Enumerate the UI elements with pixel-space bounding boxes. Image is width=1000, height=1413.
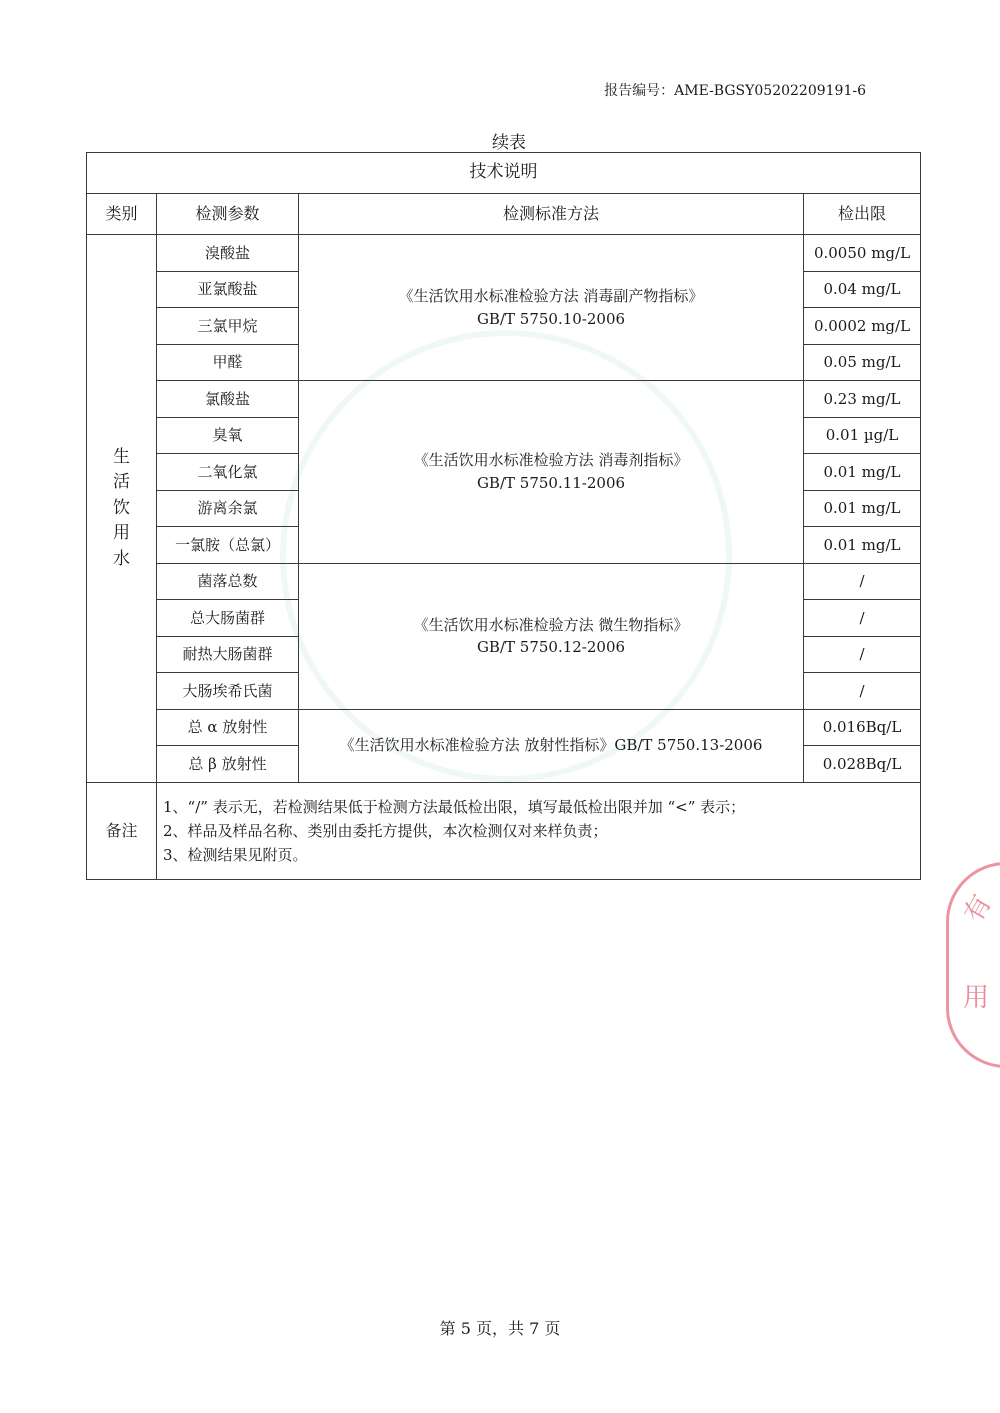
limit-cell: / <box>804 636 921 673</box>
table-row <box>87 563 921 600</box>
limit-cell: / <box>804 600 921 637</box>
limit-cell: 0.04 mg/L <box>804 271 921 308</box>
parameter-cell: 游离余氯 <box>157 490 299 527</box>
parameter-cell: 总大肠菌群 <box>157 600 299 637</box>
remarks-label: 备注 <box>87 782 157 879</box>
limit-cell: 0.01 mg/L <box>804 490 921 527</box>
limit-cell: / <box>804 563 921 600</box>
limit-cell: / <box>804 673 921 710</box>
report-number: 报告编号：AME-BGSY05202209191-6 <box>604 83 866 99</box>
limit-cell: 0.0002 mg/L <box>804 308 921 345</box>
table-title: 技术说明 <box>87 153 921 194</box>
limit-cell: 0.0050 mg/L <box>804 235 921 272</box>
stamp-glyph: 用 <box>963 983 990 1013</box>
limit-cell: 0.01 mg/L <box>804 527 921 564</box>
limit-cell: 0.01 mg/L <box>804 454 921 491</box>
page-number: 第 5 页，共 7 页 <box>439 1319 561 1338</box>
method-cell: 《生活饮用水标准检验方法 消毒剂指标》 GB/T 5750.11-2006 <box>299 381 804 564</box>
limit-cell: 0.028Bq/L <box>804 746 921 783</box>
column-header-parameter: 检测参数 <box>157 194 299 235</box>
table-row <box>87 709 921 746</box>
parameter-cell: 二氧化氯 <box>157 454 299 491</box>
table-title-row <box>87 153 921 194</box>
method-cell: 《生活饮用水标准检验方法 放射性指标》GB/T 5750.13-2006 <box>299 709 804 782</box>
limit-cell: 0.23 mg/L <box>804 381 921 418</box>
parameter-cell: 一氯胺（总氯） <box>157 527 299 564</box>
method-cell: 《生活饮用水标准检验方法 微生物指标》 GB/T 5750.12-2006 <box>299 563 804 709</box>
remark-line: 2、样品及样品名称、类别由委托方提供，本次检测仅对来样负责； <box>163 821 608 840</box>
parameter-cell: 亚氯酸盐 <box>157 271 299 308</box>
parameter-cell: 耐热大肠菌群 <box>157 636 299 673</box>
technical-description-table <box>86 152 921 880</box>
remark-line: 1、“/” 表示无，若检测结果低于检测方法最低检出限，填写最低检出限并加 “<” 表示； <box>163 797 746 816</box>
continued-label: 续表 <box>492 133 526 153</box>
method-cell: 《生活饮用水标准检验方法 消毒副产物指标》 GB/T 5750.10-2006 <box>299 235 804 381</box>
column-header-method: 检测标准方法 <box>299 194 804 235</box>
parameter-cell: 溴酸盐 <box>157 235 299 272</box>
parameter-cell: 总 α 放射性 <box>157 709 299 746</box>
category-cell: 生 活 饮 用 水 <box>87 235 157 783</box>
parameter-cell: 大肠埃希氏菌 <box>157 673 299 710</box>
column-header-limit: 检出限 <box>804 194 921 235</box>
parameter-cell: 甲醛 <box>157 344 299 381</box>
remarks-cell <box>157 782 921 879</box>
remark-line: 3、检测结果见附页。 <box>163 845 308 864</box>
parameter-cell: 臭氧 <box>157 417 299 454</box>
limit-cell: 0.05 mg/L <box>804 344 921 381</box>
limit-cell: 0.016Bq/L <box>804 709 921 746</box>
limit-cell: 0.01 µg/L <box>804 417 921 454</box>
stamp-glyph: 有 <box>958 889 998 928</box>
parameter-cell: 菌落总数 <box>157 563 299 600</box>
parameter-cell: 总 β 放射性 <box>157 746 299 783</box>
column-header-category: 类别 <box>87 194 157 235</box>
table-row <box>87 381 921 418</box>
parameter-cell: 三氯甲烷 <box>157 308 299 345</box>
parameter-cell: 氯酸盐 <box>157 381 299 418</box>
table-header-row <box>87 194 921 235</box>
official-seal-stamp <box>946 862 1000 1068</box>
table-row <box>87 235 921 272</box>
remarks-row <box>87 782 921 879</box>
